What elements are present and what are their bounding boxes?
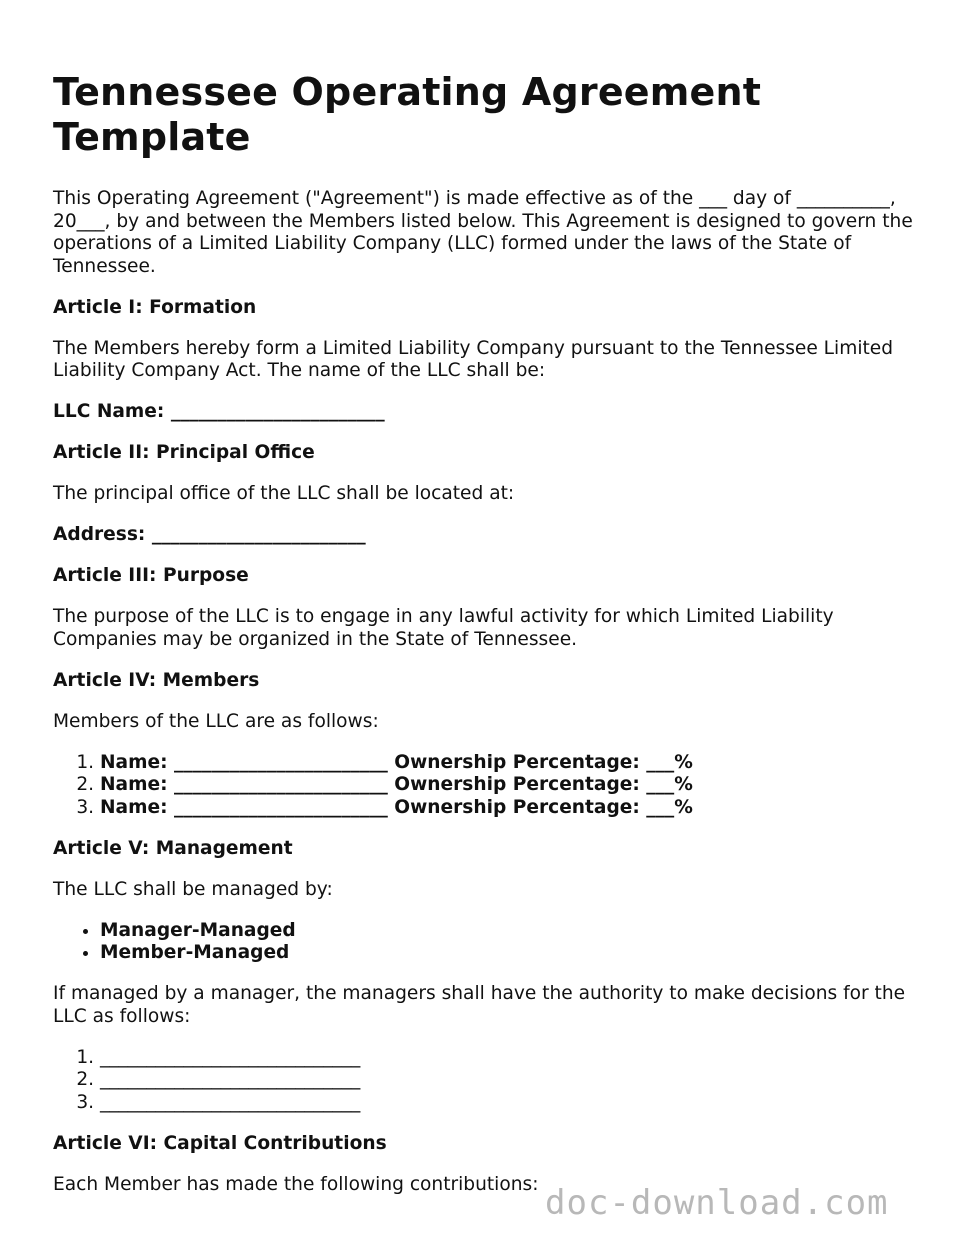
management-option-label: Manager-Managed bbox=[100, 919, 296, 941]
page-title: Tennessee Operating Agreement Template bbox=[53, 70, 762, 159]
article-5-heading: Article V: Management bbox=[53, 837, 293, 859]
member-entry: Name: _______________________ Ownership Percentage: ___% bbox=[100, 774, 693, 795]
article-6-text: Each Member has made the following contributions: bbox=[53, 1173, 539, 1195]
manager-authority-list bbox=[53, 1047, 913, 1115]
management-option bbox=[100, 920, 913, 943]
intro-paragraph: This Operating Agreement ("Agreement") is made effective as of the ___ day of __________, 20___, by and between the Members listed below. This Agreement is designed to govern the operations of a Limited Liability Company (LLC) formed under the laws of the State of Tennessee. bbox=[53, 188, 913, 277]
article-2-heading: Article II: Principal Office bbox=[53, 442, 315, 463]
member-item bbox=[100, 752, 913, 775]
member-entry: Name: _______________________ Ownership Percentage: ___% bbox=[100, 796, 693, 818]
address-field: Address: _______________________ bbox=[53, 524, 366, 545]
member-entry: Name: _______________________ Ownership Percentage: ___% bbox=[100, 751, 693, 773]
management-option bbox=[100, 942, 913, 965]
article-4-text: Members of the LLC are as follows: bbox=[53, 710, 379, 732]
authority-item: 2. ____________________________ bbox=[100, 1069, 913, 1092]
llc-name-field: LLC Name: _______________________ bbox=[53, 401, 385, 422]
article-3-text: The purpose of the LLC is to engage in any lawful activity for which Limited Liability Companies may be organized in the State of Tennessee. bbox=[53, 606, 834, 650]
article-2-text: The principal office of the LLC shall be located at: bbox=[53, 483, 515, 504]
article-4-heading: Article IV: Members bbox=[53, 669, 260, 691]
article-5-text-2: If managed by a manager, the managers shall have the authority to make decisions for the LLC as follows: bbox=[53, 983, 906, 1027]
article-6-heading: Article VI: Capital Contributions bbox=[53, 1132, 387, 1154]
article-5-text: The LLC shall be managed by: bbox=[53, 878, 333, 900]
authority-item: 3. ____________________________ bbox=[100, 1092, 913, 1115]
article-3-heading: Article III: Purpose bbox=[53, 565, 249, 586]
document-page bbox=[53, 70, 913, 1215]
member-item bbox=[100, 774, 913, 797]
article-1-heading: Article I: Formation bbox=[53, 296, 257, 318]
management-option-label: Member-Managed bbox=[100, 942, 290, 963]
management-options bbox=[53, 920, 913, 965]
watermark: doc-download.com bbox=[545, 1183, 889, 1223]
article-1-text: The Members hereby form a Limited Liability Company pursuant to the Tennessee Limited Liability Company Act. The name of the LLC shall be: bbox=[53, 337, 894, 381]
member-item bbox=[100, 797, 913, 820]
members-list bbox=[53, 752, 913, 820]
authority-item: 1. ____________________________ bbox=[100, 1047, 913, 1070]
